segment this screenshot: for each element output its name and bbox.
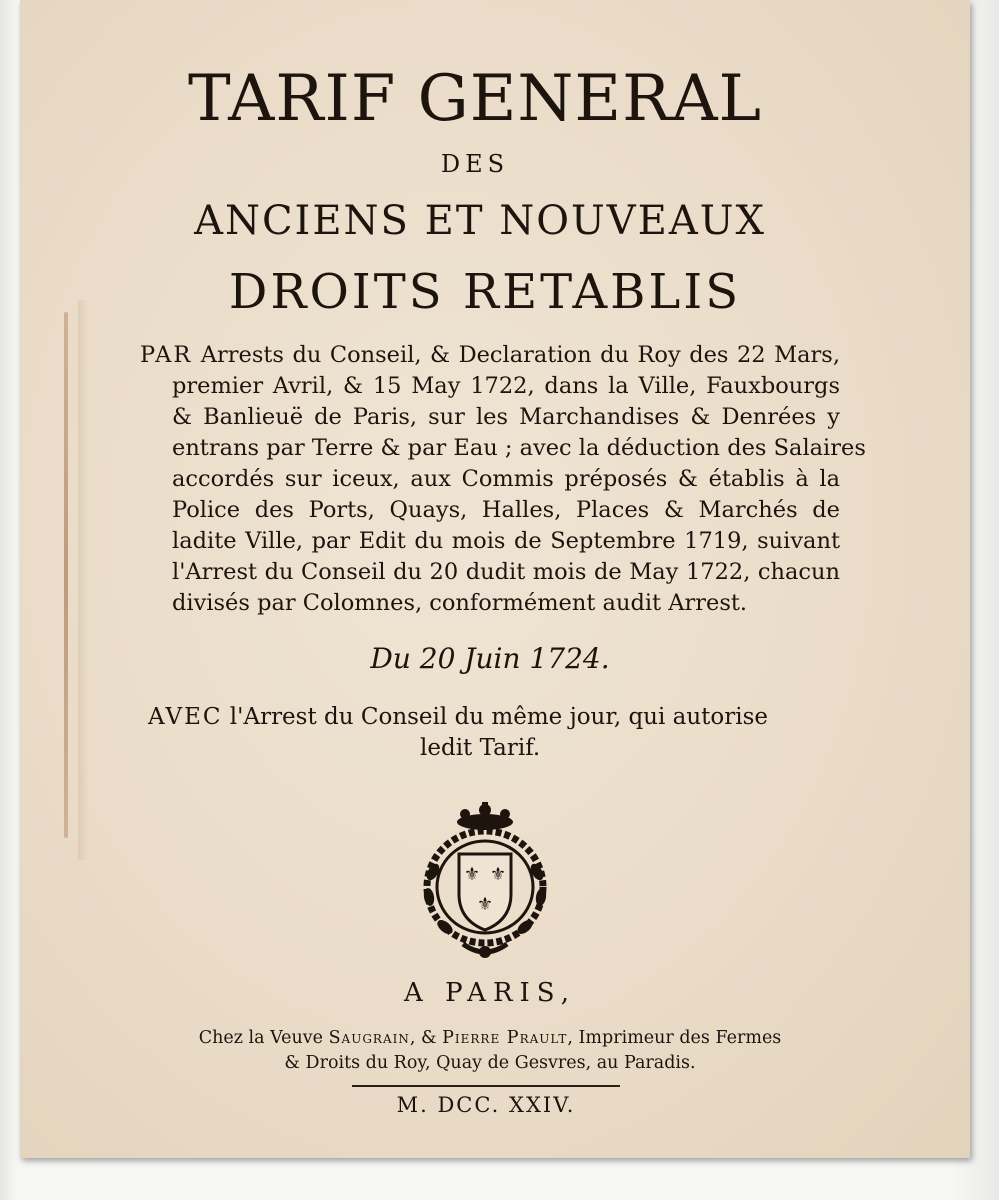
description-paragraph	[140, 340, 866, 619]
imprint-rule	[352, 1085, 620, 1087]
svg-text:⚜: ⚜	[476, 894, 494, 915]
imprint-year: M. DCC. XXIV.	[396, 1093, 576, 1117]
description-line-8: l'Arrest du Conseil du 20 dudit mois de May 1722, chacun	[172, 559, 840, 585]
imprint-place: A PARIS,	[404, 978, 576, 1008]
printer-name-prault: Pierre Prault	[442, 1028, 568, 1048]
avec-lead: AVEC	[148, 704, 223, 730]
title-anciens-nouveaux: ANCIENS ET NOUVEAUX	[194, 198, 766, 244]
description-line-9: divisés par Colomnes, conformément audit Arrest.	[172, 590, 748, 616]
description-line-1: PAR Arrests du Conseil, & Declaration du Roy des 22 Mars,	[140, 342, 840, 368]
description-lead: PAR	[140, 342, 193, 368]
royal-arms-fleur-de-lis-icon	[415, 802, 555, 962]
avec-paragraph	[148, 702, 828, 764]
binding-shadow	[78, 300, 88, 860]
binding-stitch	[64, 312, 68, 838]
description-line-5: accordés sur iceux, aux Commis préposés & établis à la	[172, 466, 840, 492]
svg-text:⚜: ⚜	[489, 864, 507, 885]
avec-line-1: AVEC l'Arrest du Conseil du même jour, qui autorise	[148, 704, 769, 730]
date-line: Du 20 Juin 1724.	[370, 642, 610, 675]
printer-imprint	[140, 1026, 840, 1076]
description-line-6: Police des Ports, Quays, Halles, Places & Marchés de	[172, 497, 840, 523]
printer-line-1: Chez la Veuve Saugrain, & Pierre Prault, Imprimeur des Fermes	[198, 1028, 782, 1048]
printer-line-2: & Droits du Roy, Quay de Gesvres, au Paradis.	[284, 1053, 696, 1073]
description-line-3: & Banlieuë de Paris, sur les Marchandises & Denrées y	[172, 404, 840, 430]
description-line-4: entrans par Terre & par Eau ; avec la déduction des Salaires	[172, 435, 866, 461]
title-tarif-general: TARIF GENERAL	[187, 62, 763, 136]
printer-name-saugrain: Saugrain	[328, 1028, 410, 1048]
svg-text:⚜: ⚜	[463, 864, 481, 885]
title-droits-retablis: DROITS RETABLIS	[228, 264, 742, 320]
title-des: DES	[440, 150, 510, 178]
description-line-2: premier Avril, & 15 May 1722, dans la Ville, Fauxbourgs	[172, 373, 840, 399]
avec-line-2: ledit Tarif.	[420, 735, 541, 761]
title-page	[20, 0, 970, 1158]
description-line-7: ladite Ville, par Edit du mois de Septembre 1719, suivant	[172, 528, 840, 554]
